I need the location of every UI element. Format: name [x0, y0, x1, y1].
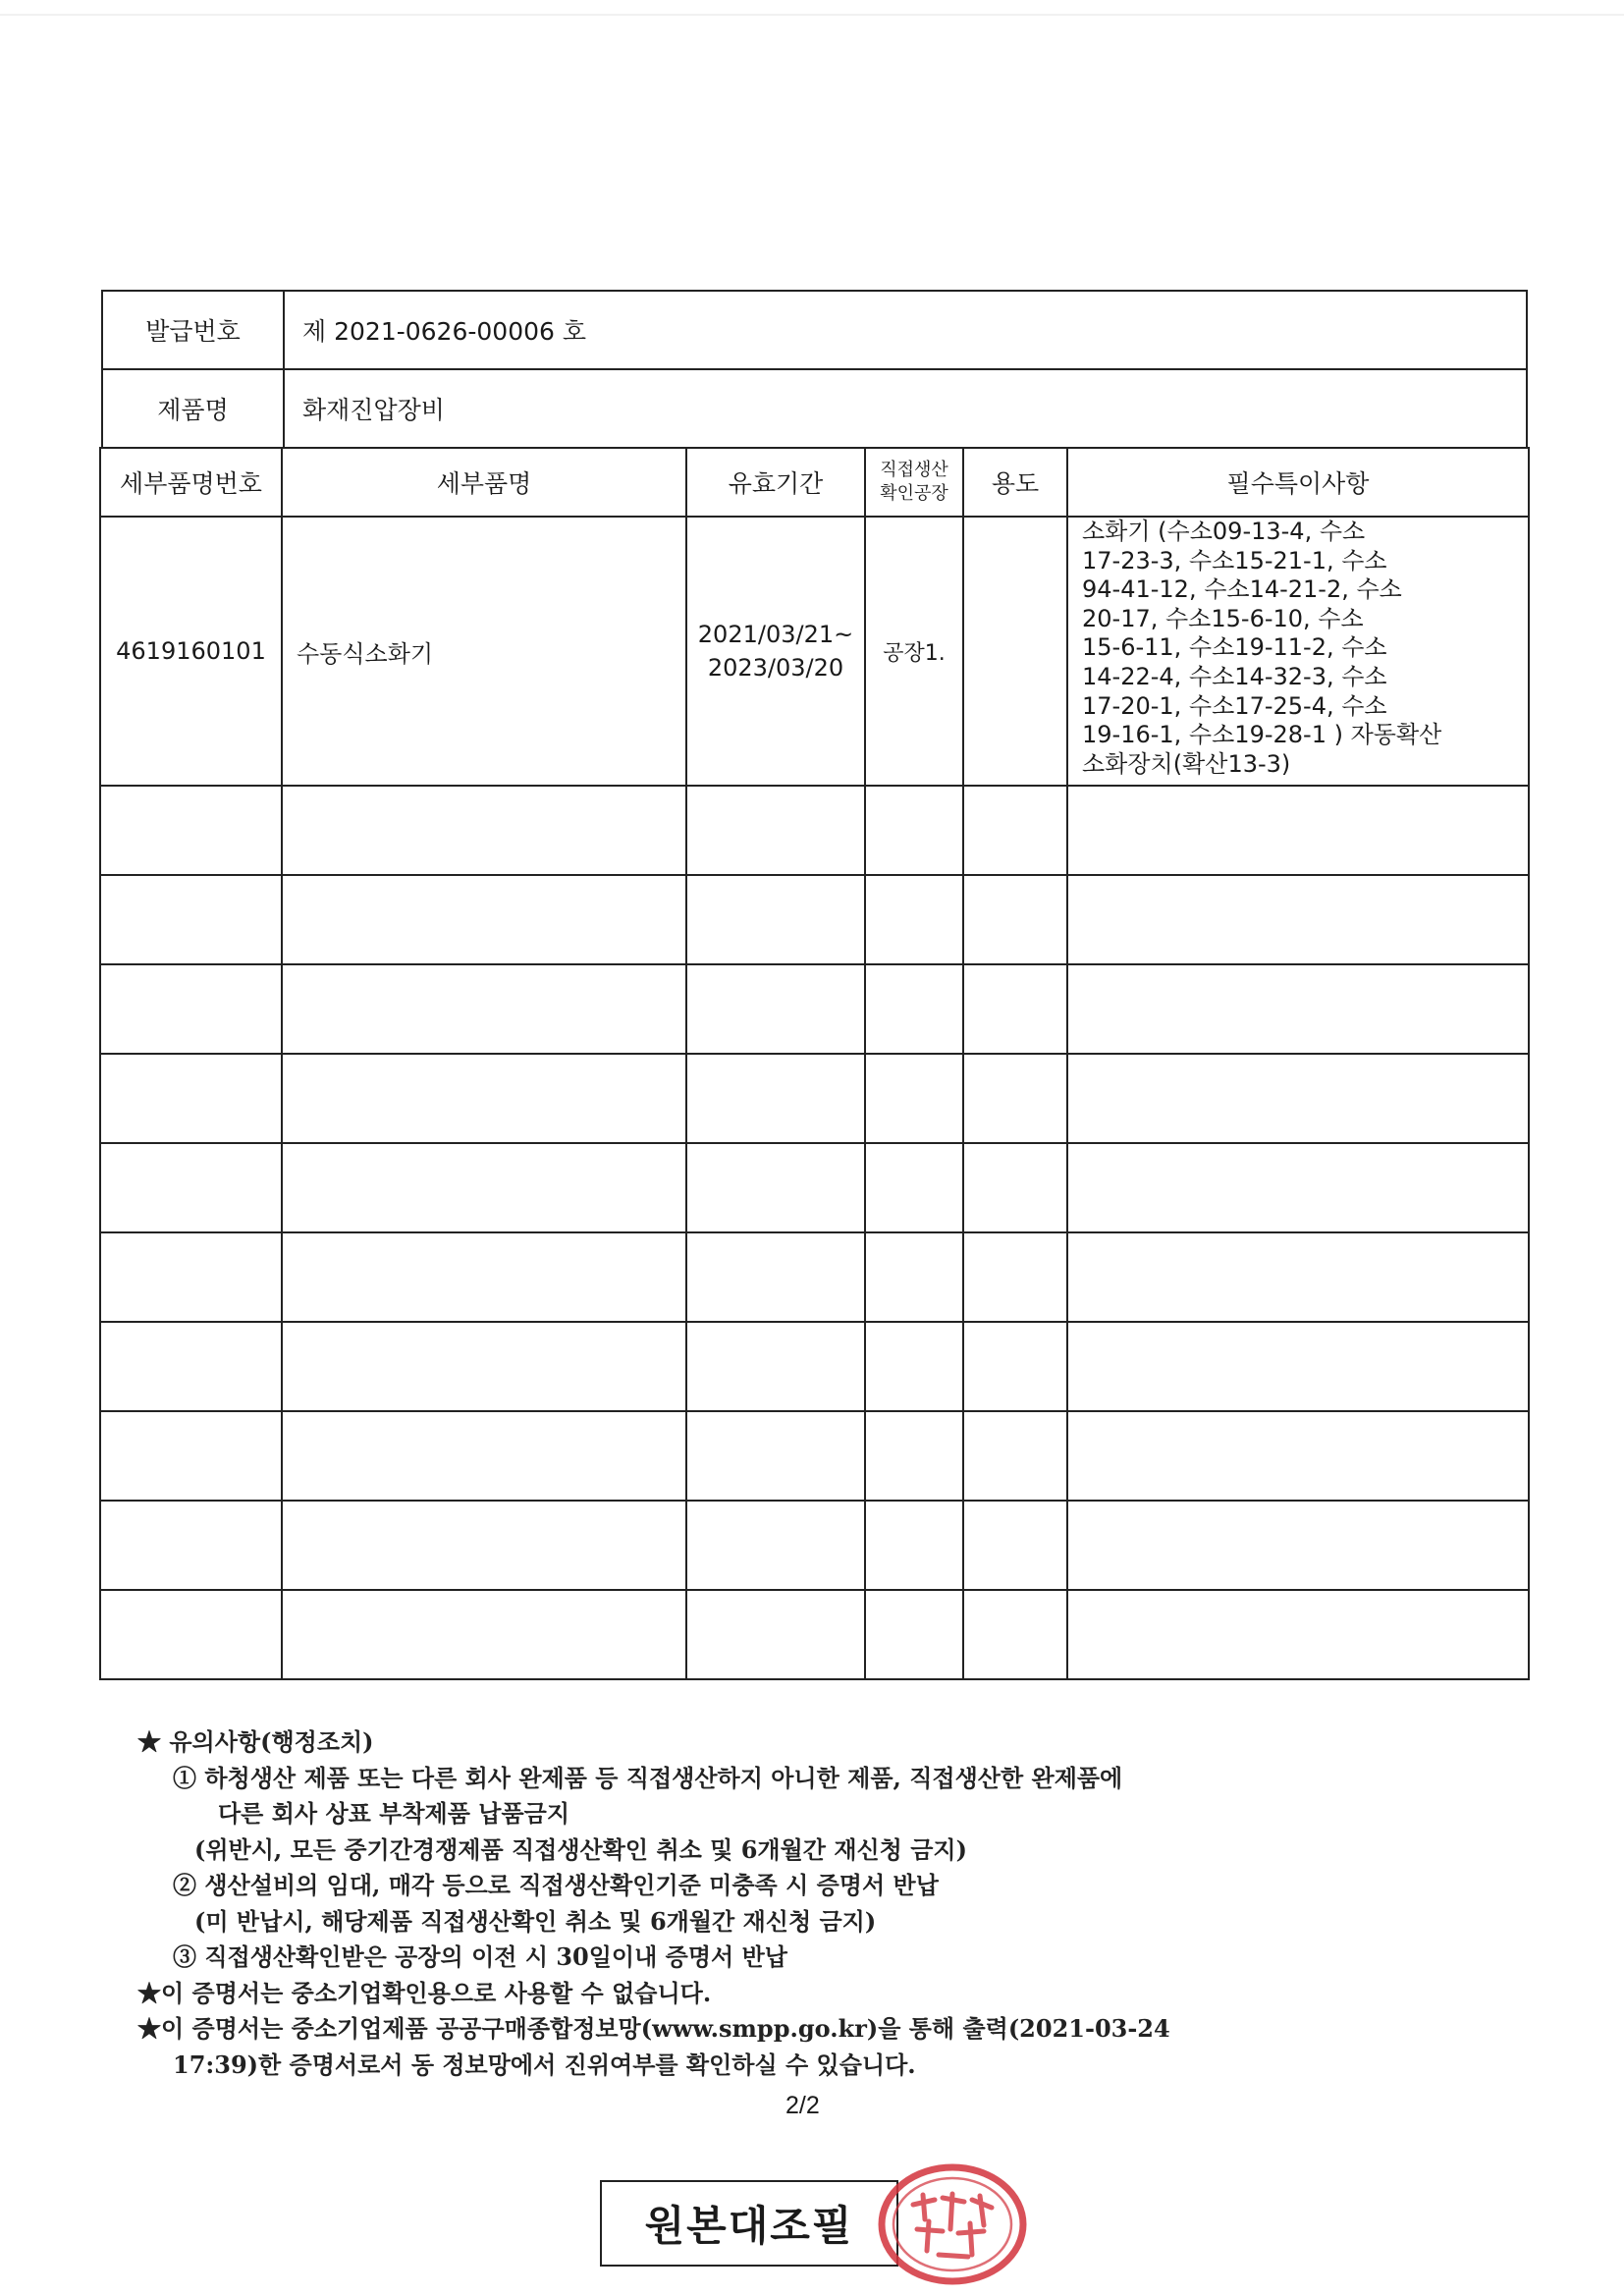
product-detail-table — [99, 447, 1530, 1680]
notes-line: 15-6-11, 수소19-11-2, 수소 — [1082, 633, 1387, 662]
notice-star-2-line-2: 17:39)한 증명서로서 동 정보망에서 진위여부를 확인하실 수 있습니다. — [173, 2050, 916, 2079]
notes-line: 17-20-1, 수소17-25-4, 수소 — [1082, 691, 1387, 720]
empty-table-row — [100, 1590, 1529, 1679]
col-header-notes: 필수특이사항 — [1067, 448, 1529, 517]
notice-item-2-line-2: (미 반납시, 해당제품 직접생산확인 취소 및 6개월간 재신청 금지) — [194, 1906, 877, 1936]
empty-table-row — [100, 1232, 1529, 1322]
col-header-factory-line2: 확인공장 — [880, 483, 948, 504]
notes-line: 94-41-12, 수소14-21-2, 수소 — [1082, 575, 1402, 604]
notes-line: 소화기 (수소09-13-4, 수소 — [1082, 518, 1366, 545]
col-header-usage: 용도 — [963, 448, 1067, 517]
notice-item-3-line-1: ③ 직접생산확인받은 공장의 이전 시 30일이내 증명서 반납 — [173, 1942, 787, 1971]
col-header-name: 세부품명 — [282, 448, 686, 517]
certificate-header-table — [101, 290, 1528, 449]
empty-table-row — [100, 1143, 1529, 1232]
empty-table-row — [100, 1322, 1529, 1411]
issue-number-label: 발급번호 — [102, 291, 284, 369]
notice-item-2-line-1: ② 생산설비의 임대, 매각 등으로 직접생산확인기준 미충족 시 증명서 반납 — [173, 1871, 939, 1899]
col-header-period: 유효기간 — [686, 448, 865, 517]
col-header-factory — [865, 448, 963, 517]
period-start: 2021/03/21~ — [697, 621, 854, 648]
period-end: 2023/03/20 — [707, 654, 844, 682]
original-copy-stamp: 원본대조필 — [600, 2180, 898, 2267]
notes-line: 14-22-4, 수소14-32-3, 수소 — [1082, 662, 1387, 690]
product-name-label: 제품명 — [102, 369, 284, 448]
notice-item-1-line-3: (위반시, 모든 중기간경쟁제품 직접생산확인 취소 및 6개월간 재신청 금지) — [194, 1834, 967, 1864]
notice-item-1-line-1: ① 하청생산 제품 또는 다른 회사 완제품 등 직접생산하지 아니한 제품, 직접생산한 완제품에 — [173, 1763, 1123, 1792]
empty-table-row — [100, 1501, 1529, 1590]
table-row — [100, 517, 1529, 786]
issue-number-row — [102, 291, 1527, 369]
empty-table-row — [100, 875, 1529, 964]
notice-section — [137, 1724, 1512, 2083]
notice-item-1-line-2: 다른 회사 상표 부착제품 납품금지 — [218, 1799, 569, 1828]
official-seal-icon — [874, 2160, 1031, 2288]
empty-table-row — [100, 1411, 1529, 1501]
notice-star-2-line-1: ★이 증명서는 중소기업제품 공공구매종합정보망(www.smpp.go.kr)을 통해 출력(2021-03-24 — [137, 2014, 1170, 2043]
notes-line: 소화장치(확산13-3) — [1082, 749, 1291, 778]
cell-usage — [963, 517, 1067, 786]
cell-product-code: 4619160101 — [100, 517, 282, 786]
empty-table-row — [100, 1054, 1529, 1143]
table-header-row — [100, 448, 1529, 517]
product-name-row — [102, 369, 1527, 448]
col-header-factory-line1: 직접생산 — [880, 460, 948, 480]
top-border-line — [0, 14, 1624, 16]
notes-line: 20-17, 수소15-6-10, 수소 — [1082, 604, 1364, 632]
col-header-code: 세부품명번호 — [100, 448, 282, 517]
cell-valid-period — [686, 517, 865, 786]
notice-star-1: ★이 증명서는 중소기업확인용으로 사용할 수 없습니다. — [137, 1978, 712, 2007]
product-name-value: 화재진압장비 — [284, 369, 1527, 448]
notes-line: 19-16-1, 수소19-28-1 ) 자동확산 — [1082, 721, 1442, 749]
cell-factory: 공장1. — [865, 517, 963, 786]
empty-table-row — [100, 964, 1529, 1054]
notice-title: ★ 유의사항(행정조치) — [137, 1727, 374, 1756]
cell-required-notes — [1067, 517, 1529, 786]
page-number: 2/2 — [785, 2092, 820, 2119]
issue-number-value: 제 2021-0626-00006 호 — [284, 291, 1527, 369]
notes-line: 17-23-3, 수소15-21-1, 수소 — [1082, 546, 1387, 574]
empty-table-row — [100, 786, 1529, 875]
cell-product-name: 수동식소화기 — [282, 517, 686, 786]
